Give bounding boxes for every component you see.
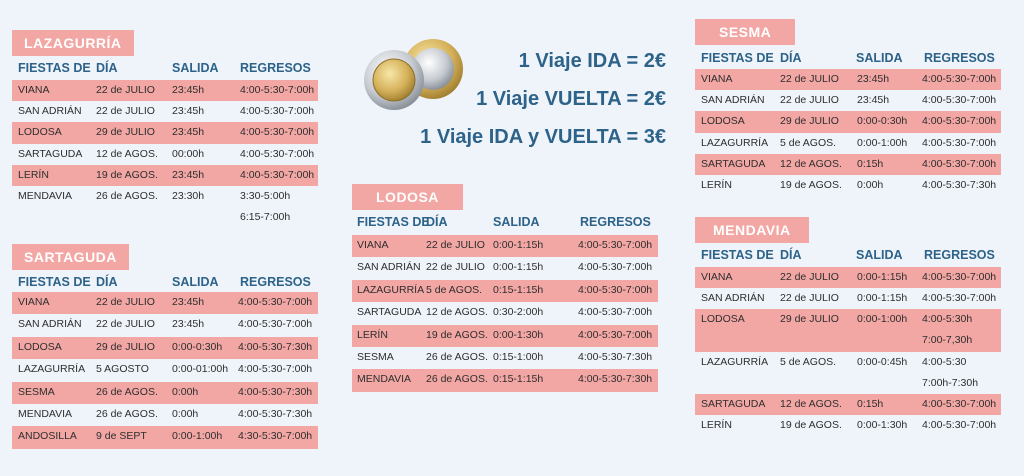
cell-fiesta: SARTAGUDA [701,157,766,170]
cell-salida: 23:45h [172,318,205,331]
cell-fiesta: MENDAVIA [357,373,412,386]
mendavia-title: MENDAVIA [695,217,809,243]
table-row [12,122,318,143]
cell-regresos: 4:30-5:30-7:00h [238,430,313,443]
table-row [12,144,318,165]
table-row [352,257,658,279]
cell-dia: 19 de AGOS. [780,178,842,191]
cell-salida: 0:15-1:15h [493,283,544,296]
header-regresos: REGRESOS [240,61,311,75]
cell-regresos: 4:00-5:30-7:00h [240,84,315,96]
cell-salida: 0:00-1:15h [493,239,544,251]
cell-fiesta: SAN ADRIÁN [18,318,82,331]
cell-dia: 26 de AGOS. [426,373,488,386]
table-header [12,61,318,81]
header-regresos: REGRESOS [924,51,995,65]
lodosa-title: LODOSA [352,184,463,210]
cell-salida: 23:45h [172,296,205,308]
header-fiestas: FIESTAS DE [701,51,774,65]
table-row [352,235,658,257]
cell-dia: 12 de AGOS. [780,157,842,170]
cell-fiesta: SARTAGUDA [357,306,422,319]
table-row [695,309,1001,351]
price-ida-vuelta: 1 Viaje IDA y VUELTA = 3€ [420,126,666,148]
header-salida: SALIDA [172,275,219,289]
table-row [12,165,318,186]
cell-fiesta: VIANA [701,73,733,85]
cell-dia: 26 de AGOS. [96,385,158,398]
sesma-rows [695,69,1001,196]
cell-dia: 19 de AGOS. [426,328,488,341]
table-row [695,415,1001,436]
cell-fiesta: SAN ADRIÁN [701,292,765,305]
cell-dia: 26 de AGOS. [96,407,158,420]
mendavia-rows [695,267,1001,437]
cell-salida: 0:00h [857,178,884,191]
mendavia-schedule [695,217,1001,437]
header-dia: DÍA [780,248,802,262]
lodosa-schedule [352,184,658,394]
cell-dia: 29 de JULIO [780,115,839,128]
price-vuelta: 1 Viaje VUELTA = 2€ [476,88,666,110]
cell-fiesta: SARTAGUDA [18,147,83,160]
cell-regresos: 4:00-5:30-7:00h [922,136,997,149]
header-dia: DÍA [96,275,118,289]
table-row [12,292,318,314]
cell-fiesta: ANDOSILLA [18,430,77,443]
cell-fiesta: VIANA [701,271,733,283]
table-row [695,175,1001,196]
cell-regresos: 4:00-5:30-7:30h [578,373,653,386]
cell-dia: 5 AGOSTO [96,363,149,376]
cell-dia: 22 de JULIO [780,94,839,107]
cell-regresos: 4:00-5:30-7:00h [922,115,997,128]
sartaguda-schedule [12,244,318,454]
table-row [12,382,318,404]
cell-salida: 23:45h [857,73,890,85]
cell-regresos: 4:00-5:30-7:30h [238,340,313,353]
cell-fiesta: SESMA [357,350,394,363]
cell-salida: 0:00-01:00h [172,363,229,376]
lazagurria-rows [12,80,318,228]
table-row [12,337,318,359]
cell-salida: 0:00-0:30h [857,115,908,128]
table-row [352,280,658,302]
cell-regresos: 4:00-5:30-7:00h [922,398,997,411]
cell-salida: 0:00-0:30h [172,340,223,353]
cell-dia: 22 de JULIO [96,318,155,331]
header-dia: DÍA [96,61,118,75]
cell-regresos-extra: 7:00h-7:30h [922,376,979,389]
cell-salida: 0:15h [857,157,884,170]
header-salida: SALIDA [856,248,903,262]
cell-dia: 5 de AGOS. [780,136,837,149]
cell-regresos: 4:00-5:30-7:00h [240,126,315,139]
cell-fiesta: SARTAGUDA [701,398,766,411]
price-ida: 1 Viaje IDA = 2€ [518,50,666,72]
cell-regresos: 4:00-5:30-7:00h [238,296,313,308]
table-row [695,352,1001,394]
cell-salida: 0:15-1:15h [493,373,544,386]
cell-dia: 22 de JULIO [780,271,839,283]
cell-dia: 26 de AGOS. [96,189,158,202]
cell-dia: 12 de AGOS. [426,306,488,319]
cell-salida: 0:00-1:15h [857,271,908,283]
cell-dia: 22 de JULIO [780,292,839,305]
cell-dia: 22 de JULIO [96,84,155,96]
cell-salida: 0:00-1:00h [172,430,223,443]
cell-fiesta: LAZAGURRÍA [701,355,769,368]
cell-dia: 22 de JULIO [426,261,485,274]
header-salida: SALIDA [172,61,219,75]
cell-regresos: 4:00-5:30-7:30h [238,407,313,420]
cell-salida: 0:30-2:00h [493,306,544,319]
lazagurria-title: LAZAGURRÍA [12,30,134,56]
cell-regresos: 4:00-5:30-7:00h [238,318,313,331]
table-header [695,51,1001,71]
header-fiestas: FIESTAS DE [357,215,430,229]
cell-regresos: 4:00-5:30-7:30h [578,350,653,363]
cell-regresos: 4:00-5:30-7:00h [240,105,315,118]
table-row [12,404,318,426]
table-row [695,90,1001,111]
cell-dia: 5 de AGOS. [426,283,483,296]
cell-regresos: 4:00-5:30-7:30h [922,178,997,191]
cell-regresos: 4:00-5:30-7:00h [922,271,997,283]
cell-fiesta: SESMA [18,385,55,398]
sesma-title: SESMA [695,19,795,45]
cell-dia: 19 de AGOS. [780,419,842,432]
cell-dia: 29 de JULIO [96,340,155,353]
cell-dia: 22 de JULIO [426,239,485,251]
header-salida: SALIDA [493,215,540,229]
cell-salida: 0:15-1:00h [493,350,544,363]
cell-dia: 5 de AGOS. [780,355,837,368]
cell-dia: 29 de JULIO [780,313,839,326]
cell-salida: 23:45h [172,168,205,181]
table-row [12,426,318,448]
cell-dia: 12 de AGOS. [780,398,842,411]
table-row [352,369,658,391]
cell-salida: 0:00h [172,385,199,398]
cell-fiesta: LERÍN [701,178,732,191]
cell-fiesta: LODOSA [701,313,745,326]
table-row [695,267,1001,288]
table-row [12,80,318,101]
cell-salida: 0:00-1:30h [493,328,544,341]
table-row [352,302,658,324]
cell-salida: 0:00h [172,407,199,420]
header-regresos: REGRESOS [240,275,311,289]
cell-regresos: 4:00-5:30-7:00h [922,157,997,170]
cell-regresos: 3:30-5:00h [240,189,291,202]
cell-regresos: 4:00-5:30-7:00h [578,239,653,251]
table-row [695,111,1001,132]
header-regresos: REGRESOS [580,215,651,229]
lazagurria-schedule [12,30,318,230]
cell-salida: 0:15h [857,398,884,411]
cell-fiesta: SAN ADRIÁN [701,94,765,107]
cell-fiesta: SAN ADRIÁN [18,105,82,118]
cell-fiesta: VIANA [357,239,389,251]
cell-salida: 0:00-1:15h [493,261,544,274]
header-salida: SALIDA [856,51,903,65]
table-row [695,133,1001,154]
sartaguda-title: SARTAGUDA [12,244,129,270]
cell-regresos: 4:00-5:30-7:00h [578,283,653,296]
cell-regresos: 4:00-5:30-7:00h [578,328,653,341]
table-row [695,154,1001,175]
cell-salida: 0:00-0:45h [857,355,908,368]
header-fiestas: FIESTAS DE [18,61,91,75]
sartaguda-rows [12,292,318,449]
cell-fiesta: VIANA [18,84,50,96]
cell-regresos: 4:00-5:30-7:30h [238,385,313,398]
cell-dia: 29 de JULIO [96,126,155,139]
table-row [695,69,1001,90]
table-row [352,347,658,369]
cell-salida: 00:00h [172,147,205,160]
cell-regresos: 4:00-5:30h [922,313,973,326]
sesma-schedule [695,19,1001,199]
cell-regresos: 4:00-5:30-7:00h [922,292,997,305]
cell-fiesta: MENDAVIA [18,407,73,420]
cell-regresos: 4:00-5:30-7:00h [578,261,653,274]
cell-regresos: 4:00-5:30-7:00h [238,363,313,376]
cell-salida: 0:00-1:00h [857,136,908,149]
cell-fiesta: VIANA [18,296,50,308]
cell-regresos: 4:00-5:30-7:00h [240,147,315,160]
cell-salida: 23:45h [172,84,205,96]
cell-salida: 23:45h [172,105,205,118]
cell-fiesta: MENDAVIA [18,189,73,202]
cell-fiesta: LERÍN [357,328,388,341]
cell-salida: 23:45h [857,94,890,107]
cell-fiesta: LODOSA [18,126,62,139]
cell-fiesta: LAZAGURRÍA [18,363,86,376]
table-row [12,359,318,381]
header-dia: DÍA [426,215,448,229]
table-header [352,215,658,235]
header-fiestas: FIESTAS DE [18,275,91,289]
cell-regresos: 4:00-5:30 [922,355,967,368]
table-row [695,394,1001,415]
table-row [352,325,658,347]
cell-dia: 9 de SEPT [96,430,147,443]
cell-dia: 26 de AGOS. [426,350,488,363]
cell-salida: 0:00-1:15h [857,292,908,305]
cell-regresos: 4:00-5:30-7:00h [922,94,997,107]
cell-salida: 23:45h [172,126,205,139]
header-regresos: REGRESOS [924,248,995,262]
cell-fiesta: LODOSA [701,115,745,128]
cell-salida: 0:00-1:00h [857,313,908,326]
cell-dia: 12 de AGOS. [96,147,158,160]
table-row [12,186,318,228]
cell-regresos: 4:00-5:30-7:00h [922,419,997,432]
cell-dia: 19 de AGOS. [96,168,158,181]
price-list [420,46,666,160]
table-row [12,101,318,122]
cell-salida: 23:30h [172,189,205,202]
cell-dia: 22 de JULIO [96,105,155,118]
cell-fiesta: LERÍN [18,168,49,181]
cell-regresos-extra: 7:00-7,30h [922,334,973,347]
table-row [12,314,318,336]
cell-regresos: 4:00-5:30-7:00h [578,306,653,319]
cell-regresos: 4:00-5:30-7:00h [240,168,315,181]
table-row [695,288,1001,309]
cell-salida: 0:00-1:30h [857,419,908,432]
cell-dia: 22 de JULIO [780,73,839,85]
cell-fiesta: LODOSA [18,340,62,353]
cell-dia: 22 de JULIO [96,296,155,308]
cell-fiesta: LERÍN [701,419,732,432]
cell-regresos: 4:00-5:30-7:00h [922,73,997,85]
table-header [695,248,1001,268]
header-dia: DÍA [780,51,802,65]
header-fiestas: FIESTAS DE [701,248,774,262]
cell-fiesta: LAZAGURRÍA [357,283,425,296]
lodosa-rows [352,235,658,392]
cell-regresos-extra: 6:15-7:00h [240,210,291,223]
cell-fiesta: SAN ADRIÁN [357,261,421,274]
cell-fiesta: LAZAGURRÍA [701,136,769,149]
